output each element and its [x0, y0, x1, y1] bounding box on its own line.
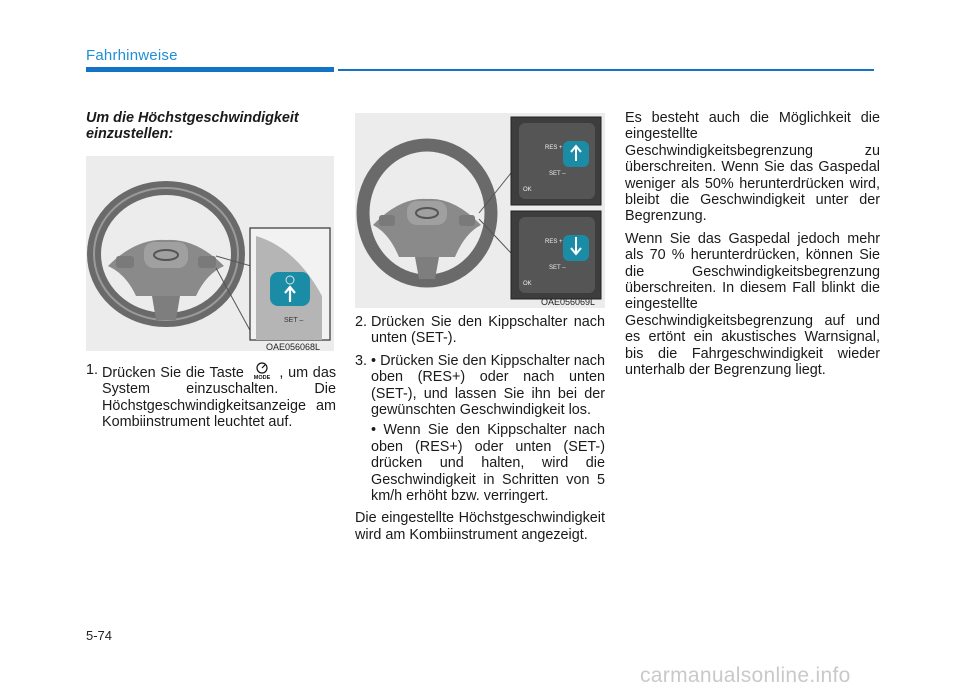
steering-wheel-figure-2 — [355, 113, 605, 308]
res-label-bottom: RES + — [545, 239, 563, 245]
mode-speedometer-icon — [249, 362, 275, 380]
steering-wheel-figure-1 — [86, 156, 334, 351]
right-column — [625, 110, 880, 385]
middle-steps — [355, 314, 605, 549]
ok-label-top: OK — [523, 187, 532, 193]
left-column — [86, 110, 336, 142]
step-3-bullet-2: • Wenn Sie den Kippschalter nach oben (RES+) oder unten (SET-) drücken und halten, wird die Geschwindigkeit in Schritten von 5 km/h erhöht bzw. verringert. — [371, 422, 605, 505]
res-label-top: RES + — [545, 145, 563, 151]
paragraph-override: Es besteht auch die Möglichkeit die eingestellte Geschwindigkeitsbegrenzung zu überschreiten. Wenn Sie das Gaspedal weniger als 50% herunterdrücken wird, bleibt die Geschwindigkeit unter der Begrenzung. — [625, 110, 880, 225]
step-1: 1. Drücken Sie die Taste MODE , um das System einzuschalten. Die Höchstgeschwindigkeitsanzeige am Kombiinstrument leuchtet auf. — [86, 362, 337, 431]
svg-text:MODE: MODE — [253, 375, 270, 380]
header-bar-thick — [86, 67, 334, 72]
left-steps — [86, 362, 336, 437]
page-number: 5-74 — [86, 628, 113, 643]
set-label-top: SET – — [549, 171, 566, 177]
watermark: carmanualsonline.info — [640, 664, 851, 687]
figure-code-2: OAE056069L — [541, 297, 596, 307]
figure-code-1: OAE056068L — [266, 342, 321, 352]
ok-label-bottom: OK — [523, 281, 532, 287]
paragraph-warning: Wenn Sie das Gaspedal jedoch mehr als 70 % herunterdrücken, können Sie die Geschwindigkeitsbegrenzung überschreiten. In diesem Fall blinkt die eingestellte Geschwindigkeitsbegrenzung auf und es ertönt ein akustisches Warnsignal, bis die Fahrgeschwindigkeit wieder unterhalb der Begrenzung liegt. — [625, 230, 880, 379]
set-label-bottom: SET – — [549, 265, 566, 271]
set-label: SET – — [284, 317, 304, 324]
header-bar-thin — [338, 69, 874, 71]
step-2: 2. Drücken Sie den Kippschalter nach unten (SET-). — [355, 314, 605, 347]
steering-wheel-illustration — [86, 156, 334, 351]
instruction-heading: Um die Höchstgeschwindigkeit einzustellen: — [86, 110, 299, 142]
step-3: 3. • Drücken Sie den Kippschalter nach oben (RES+) oder nach unten (SET-), und lassen Sie ihn bei der gewünschten Geschwindigkeit los. — [355, 352, 605, 419]
section-title: Fahrhinweise — [86, 47, 178, 64]
closing-paragraph: Die eingestellte Höchstgeschwindigkeit wird am Kombiinstrument angezeigt. — [355, 510, 605, 543]
steering-wheel-switch-illustration — [355, 113, 605, 308]
